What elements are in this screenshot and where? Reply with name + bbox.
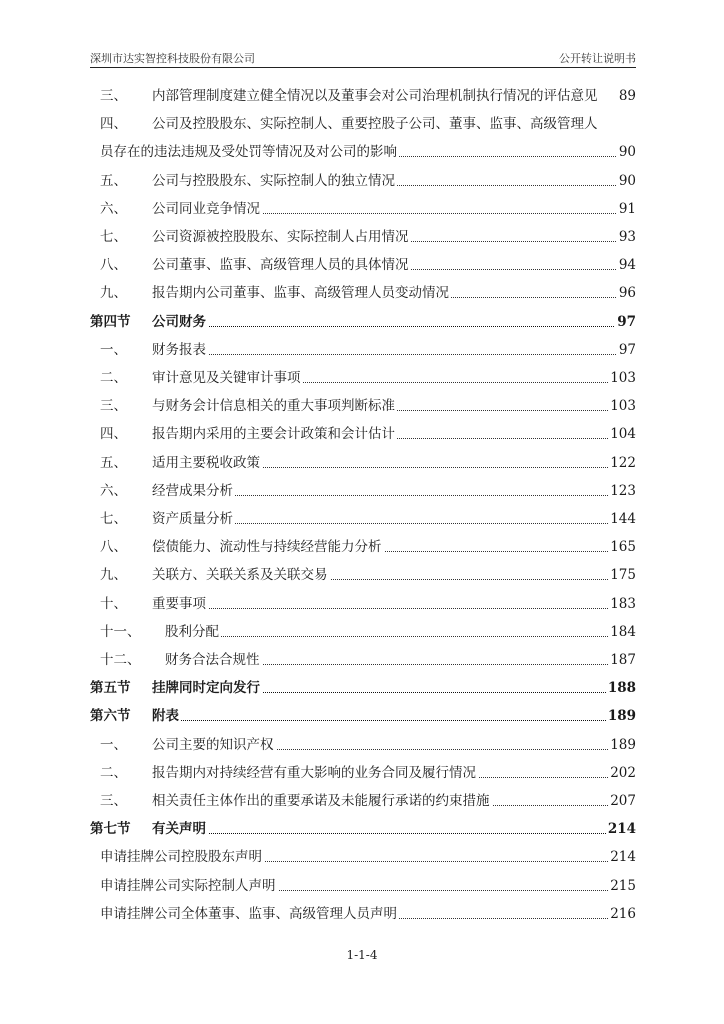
toc-row[interactable] [0,875,724,897]
toc-label: 相关责任主体作出的重要承诺及未能履行承诺的约束措施 [152,790,492,812]
toc-row[interactable] [0,762,724,784]
toc-section-row[interactable] [0,677,724,699]
toc-section-row[interactable] [0,705,724,727]
toc-row[interactable] [0,564,724,586]
toc-page-number: 97 [615,311,636,333]
toc-page-number: 123 [608,480,636,502]
toc-row[interactable] [0,593,724,615]
toc-page-number: 144 [608,508,636,530]
toc-label: 经营成果分析 [152,480,235,502]
toc-page-number: 91 [617,198,636,220]
toc-number: 七、 [100,511,127,527]
toc-section-row[interactable] [0,818,724,840]
toc-row[interactable] [0,423,724,445]
toc-page-number: 189 [606,705,636,727]
header-divider [90,67,636,68]
toc-label: 公司与控股股东、实际控制人的独立情况 [152,170,397,192]
toc-row[interactable] [0,846,724,868]
toc-number: 四、 [100,116,127,133]
toc-number: 一、 [100,341,127,358]
toc-number: 二、 [100,764,127,781]
toc-page-number: 122 [608,452,636,474]
page-header [90,50,636,66]
toc-page-number: 188 [606,677,636,699]
toc-number: 六、 [100,482,127,499]
toc-number: 三、 [100,88,127,104]
toc-label: 财务报表 [152,339,208,361]
toc-number: 一、 [100,736,127,753]
toc-label: 与财务会计信息相关的重大事项判断标准 [152,395,397,417]
toc-number: 八、 [100,539,127,556]
toc-row[interactable] [0,170,724,192]
toc-label: 挂牌同时定向发行 [152,677,262,699]
toc-label: 偿债能力、流动性与持续经营能力分析 [152,536,384,558]
toc-leader-dots [152,339,620,355]
toc-number: 七、 [100,229,127,245]
toc-page-number: 216 [608,903,636,925]
toc-leader-dots [165,621,612,637]
toc-row[interactable] [0,113,724,135]
toc-label: 附表 [152,705,181,727]
toc-row[interactable] [0,452,724,474]
toc-number: 九、 [100,285,127,302]
toc-number: 十、 [100,595,127,612]
toc-number: 八、 [100,257,127,274]
toc-row[interactable] [0,254,724,276]
toc-label: 申请挂牌公司全体董事、监事、高级管理人员声明 [100,903,399,925]
toc-number: 三、 [100,793,127,809]
toc-page-number: 165 [608,536,636,558]
toc-page-number: 183 [608,593,636,615]
toc-number: 十二、 [100,652,141,668]
toc-row[interactable] [0,226,724,248]
page-number: 1-1-4 [346,948,378,962]
toc-label: 报告期内采用的主要会计政策和会计估计 [152,423,397,445]
toc-label: 公司及控股股东、实际控制人、重要控股子公司、董事、监事、高级管理人 [152,113,600,135]
toc-leader-dots [152,818,612,834]
toc-label: 公司同业竞争情况 [152,198,262,220]
toc-number: 三、 [100,398,127,415]
toc-page-number: 93 [617,226,636,248]
toc-row[interactable] [0,141,724,163]
toc-label: 公司财务 [152,311,208,333]
toc-row[interactable] [0,282,724,304]
toc-page-number: 90 [617,141,636,163]
toc-page-number: 189 [608,734,636,756]
toc-page-number: 94 [617,254,636,276]
toc-row[interactable] [0,508,724,530]
toc-label: 报告期内公司董事、监事、高级管理人员变动情况 [152,282,451,304]
toc-label: 申请挂牌公司实际控制人声明 [100,875,278,897]
toc-number: 五、 [100,172,127,189]
toc-label: 股利分配 [165,621,221,643]
toc-page-number: 103 [608,395,636,417]
toc-page-number: 96 [617,282,636,304]
toc-label: 公司董事、监事、高级管理人员的具体情况 [152,254,411,276]
toc-number: 二、 [100,370,127,386]
toc-number: 第六节 [90,708,131,725]
toc-row[interactable] [0,367,724,389]
toc-page-number: 175 [608,564,636,586]
toc-label: 内部管理制度建立健全情况以及董事会对公司治理机制执行情况的评估意见 [152,85,600,107]
toc-label: 关联方、关联关系及关联交易 [152,564,330,586]
toc-number: 九、 [100,567,127,584]
toc-number: 四、 [100,426,127,443]
toc-row[interactable] [0,480,724,502]
toc-label: 报告期内对持续经营有重大影响的业务合同及履行情况 [152,762,478,784]
toc-page-number: 207 [608,790,636,812]
toc-row[interactable] [0,198,724,220]
toc-label: 有关声明 [152,818,208,840]
toc-label: 申请挂牌公司控股股东声明 [100,846,264,868]
toc-page-number: 90 [617,170,636,192]
toc-number: 十一、 [100,623,141,640]
toc-label: 审计意见及关键审计事项 [152,367,303,389]
toc-row[interactable] [0,395,724,417]
toc-number: 五、 [100,454,127,471]
toc-number: 第七节 [90,821,131,838]
toc-page-number: 215 [608,875,636,897]
toc-leader-dots [152,311,620,327]
toc-row[interactable] [0,85,724,107]
toc-page-number: 184 [608,621,636,643]
toc-page-number: 187 [608,649,636,671]
toc-number: 六、 [100,200,127,217]
toc-label: 财务合法合规性 [165,649,262,671]
toc-row[interactable] [0,339,724,361]
header-company-name: 深圳市达实智控科技股份有限公司 [90,52,255,65]
toc-page-number: 214 [608,846,636,868]
toc-page-number: 214 [606,818,636,840]
toc-label: 公司资源被控股股东、实际控制人占用情况 [152,226,411,248]
toc-row[interactable] [0,649,724,671]
toc-number: 第四节 [90,313,131,330]
toc-row[interactable] [0,734,724,756]
toc-label: 资产质量分析 [152,508,235,530]
toc-row[interactable] [0,536,724,558]
toc-label: 重要事项 [152,593,208,615]
toc-label: 适用主要税收政策 [152,452,262,474]
toc-leader-dots [152,593,612,609]
toc-page-number: 103 [608,367,636,389]
header-document-title: 公开转让说明书 [559,52,636,65]
toc-page-number: 202 [608,762,636,784]
toc-label: 员存在的违法违规及受处罚等情况及对公司的影响 [100,141,399,163]
toc-row[interactable] [0,903,724,925]
toc-section-row[interactable] [0,311,724,333]
toc-page-number: 89 [617,85,636,107]
toc-number: 第五节 [90,680,131,697]
toc-page-number: 104 [608,423,636,445]
toc-label: 公司主要的知识产权 [152,734,276,756]
toc-row[interactable] [0,790,724,812]
toc-leader-dots [152,705,612,721]
toc-page-number: 97 [617,339,636,361]
toc-row[interactable] [0,621,724,643]
